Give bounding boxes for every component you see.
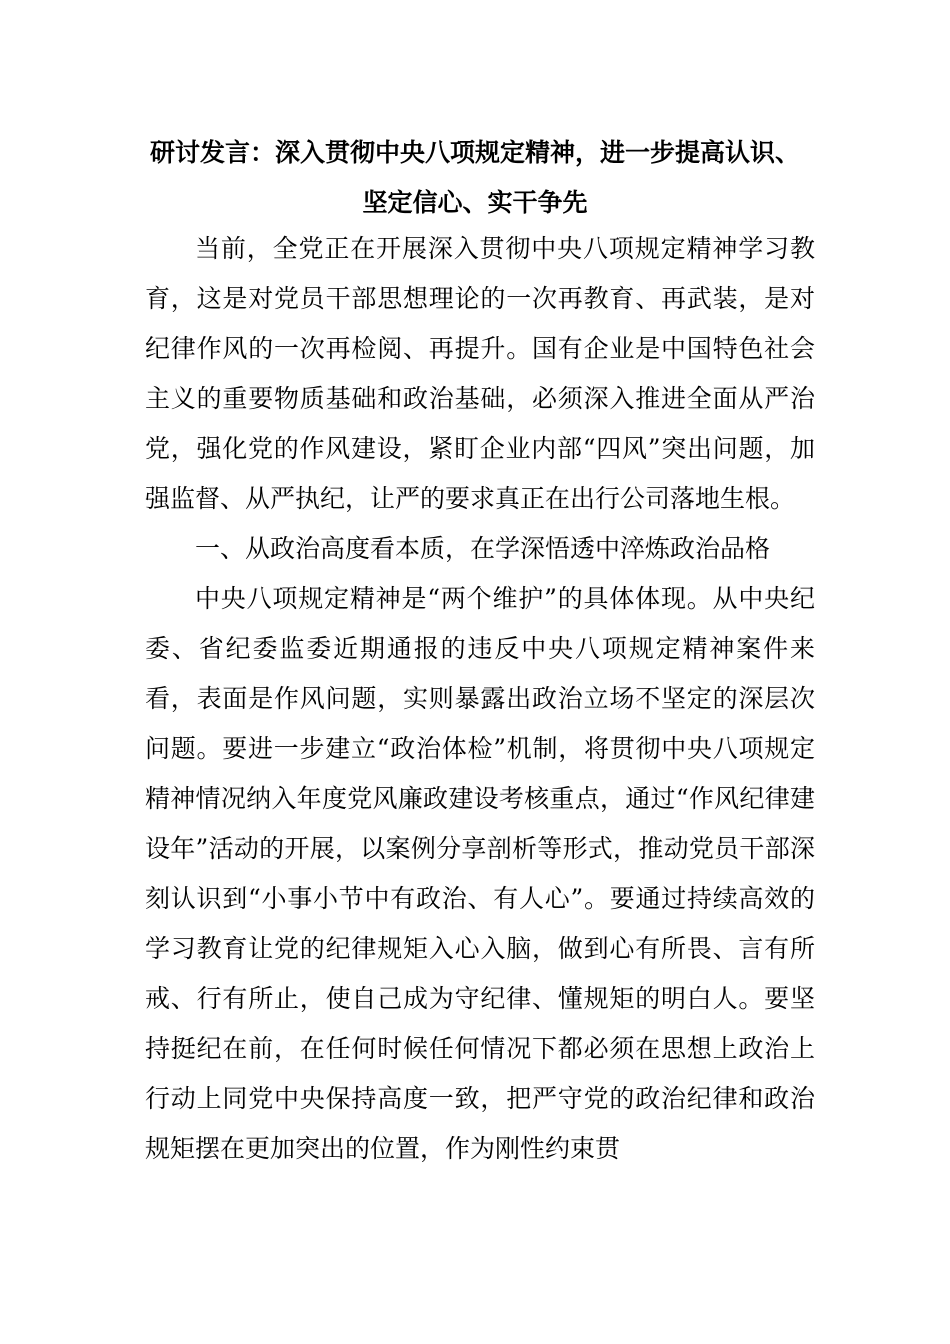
document-body xyxy=(145,224,815,1174)
section-heading-1: 一、从政治高度看本质，在学深悟透中淬炼政治品格 xyxy=(195,534,771,563)
paragraph-intro: 当前，全党正在开展深入贯彻中央八项规定精神学习教育，这是对党员干部思想理论的一次再教育、再武装，是对纪律作风的一次再检阅、再提升。国有企业是中国特色社会主义的重要物质基础和政治基础，必须深入推进全面从严治党，强化党的作风建设，紧盯企业内部“四风”突出问题，加强监督、从严执纪，让严的要求真正在出行公司落地生根。 xyxy=(145,234,815,513)
document-title xyxy=(110,128,840,228)
paragraph-section-1: 中央八项规定精神是“两个维护”的具体体现。从中央纪委、省纪委监委近期通报的违反中央八项规定精神案件来看，表面是作风问题，实则暴露出政治立场不坚定的深层次问题。要进一步建立“政治体检”机制，将贯彻中央八项规定精神情况纳入年度党风廉政建设考核重点，通过“作风纪律建设年”活动的开展，以案例分享剖析等形式，推动党员干部深刻认识到“小事小节中有政治、有人心”。要通过持续高效的学习教育让党的纪律规矩入心入脑，做到心有所畏、言有所戒、行有所止，使自己成为守纪律、懂规矩的明白人。要坚持挺纪在前，在任何时候任何情况下都必须在思想上政治上行动上同党中央保持高度一致，把严守党的政治纪律和政治规矩摆在更加突出的位置，作为刚性约束贯 xyxy=(145,584,815,1163)
title-line-2: 坚定信心、实干争先 xyxy=(362,188,588,217)
title-line-1: 研讨发言：深入贯彻中央八项规定精神，进一步提高认识、 xyxy=(149,138,800,167)
